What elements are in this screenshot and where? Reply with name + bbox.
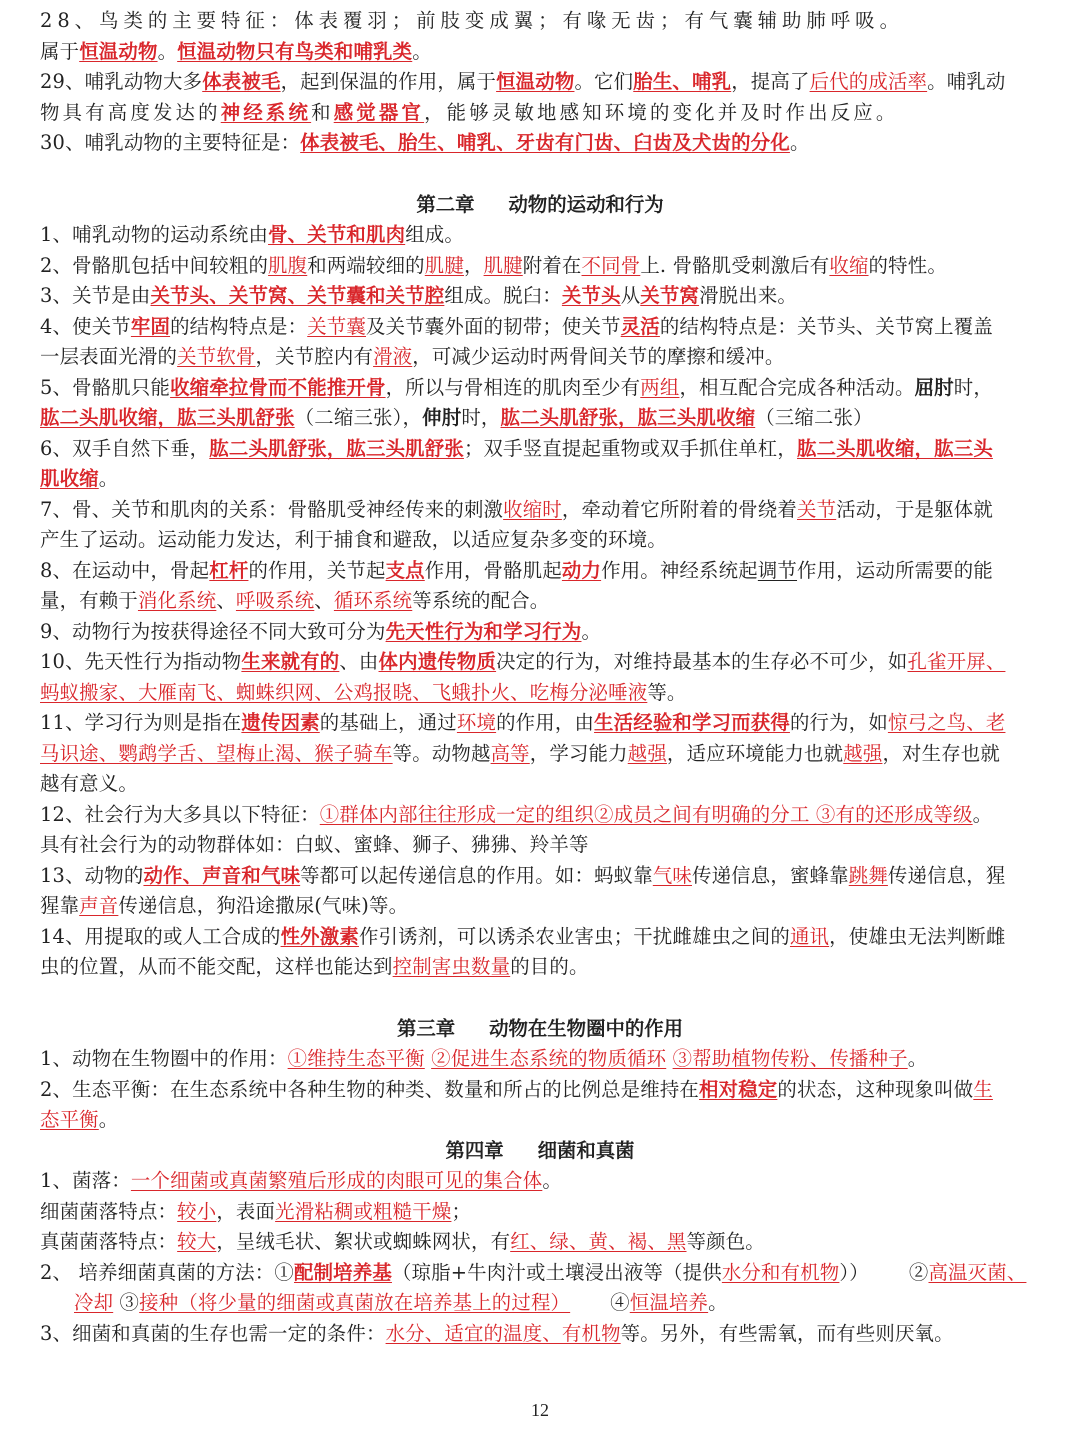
ch2-item-4-cont: 一层表面光滑的关节软骨，关节腔内有滑液，可减少运动时两骨间关节的摩擦和缓冲。: [40, 345, 785, 368]
ch2-item-13: 13、动物的动作、声音和气味等都可以起传递信息的作用。如：蚂蚁靠气味传递信息，蜜蜂靠跳舞传递信息，猩: [40, 863, 1006, 887]
ch2-item-5: 5、骨骼肌只能收缩牵拉骨而不能推开骨，所以与骨相连的肌肉至少有两组，相互配合完成各种活动。屈肘时，: [40, 375, 993, 399]
item-28-cont: 属于恒温动物。恒温动物只有鸟类和哺乳类。: [40, 39, 432, 63]
ch4-item-1: 1、菌落：一个细菌或真菌繁殖后形成的肉眼可见的集合体。: [40, 1169, 562, 1192]
ch2-item-12-cont: 具有社会行为的动物群体如：白蚁、蜜蜂、狮子、狒狒、羚羊等: [40, 833, 589, 856]
ch2-item-6-cont: 肌收缩。: [40, 467, 119, 490]
ch2-item-3: 3、关节是由关节头、关节窝、关节囊和关节腔组成。脱臼：关节头从关节窝滑脱出来。: [40, 284, 798, 307]
item-29-cont: 物具有高度发达的神经系统和感觉器官，能够灵敏地感知环境的变化并及时作出反应。: [40, 100, 899, 124]
chapter-2-heading: 第二章 动物的运动和行为: [416, 192, 664, 216]
ch4-item-3: 3、细菌和真菌的生存也需一定的条件：水分、适宜的温度、有机物等。另外，有些需氧，而有些则厌氧。: [40, 1321, 954, 1345]
ch2-item-14-cont: 虫的位置，从而不能交配，这样也能达到控制害虫数量的目的。: [40, 955, 589, 978]
ch4-item-2: 2、 培养细菌真菌的方法：①配制培养基（琼脂+牛肉汁或土壤浸出液等（提供水分和有机物）） ②高温灭菌、: [40, 1260, 1027, 1284]
chapter-4-heading: 第四章 细菌和真菌: [445, 1138, 635, 1162]
ch4-fungi-colony: 真菌菌落特点：较大，呈绒毛状、絮状或蜘蛛网状，有红、绿、黄、褐、黑等颜色。: [40, 1230, 765, 1253]
ch2-item-14: 14、用提取的或人工合成的性外激素作引诱剂，可以诱杀农业害虫；干扰雌雄虫之间的通讯，使雄虫无法判断雌: [40, 924, 1006, 948]
ch2-item-6: 6、双手自然下垂，肱二头肌舒张，肱三头肌舒张；双手竖直提起重物或双手抓住单杠，肱二头肌收缩，肱三头: [40, 436, 993, 460]
ch2-item-1: 1、哺乳动物的运动系统由骨、关节和肌肉组成。: [40, 223, 464, 246]
document-page: [40, 6, 1040, 1349]
ch2-item-8: 8、在运动中，骨起杠杆的作用，关节起支点作用，骨骼肌起动力作用。神经系统起调节作用，运动所需要的能: [40, 558, 993, 582]
ch2-item-12: 12、社会行为大多具以下特征：①群体内部往往形成一定的组织②成员之间有明确的分工 ③有的还形成等级。: [40, 802, 993, 826]
ch2-item-5-cont: 肱二头肌收缩，肱三头肌舒张（二缩三张），伸肘时，肱二头肌舒张，肱三头肌收缩（三缩二张）: [40, 406, 873, 429]
chapter-3-heading: 第三章 动物在生物圈中的作用: [396, 1016, 684, 1040]
ch2-item-7-cont: 产生了运动。运动能力发达，利于捕食和避敌，以适应复杂多变的环境。: [40, 528, 667, 551]
ch4-item-2-cont: 冷却 ③接种（将少量的细菌或真菌放在培养基上的过程） ④恒温培养。: [74, 1291, 728, 1314]
ch2-item-11-cont: 马识途、鹦鹉学舌、望梅止渴、猴子骑车等。动物越高等，学习能力越强，适应环境能力也就越强，对生存也就: [40, 741, 1000, 765]
ch3-item-2: 2、生态平衡：在生态系统中各种生物的种类、数量和所占的比例总是维持在相对稳定的状态，这种现象叫做生: [40, 1077, 993, 1101]
ch2-item-13-cont: 猩靠声音传递信息，狗沿途撒尿(气味)等。: [40, 894, 409, 917]
ch2-item-11-end: 越有意义。: [40, 772, 138, 795]
item-30: 30、哺乳动物的主要特征是：体表被毛、胎生、哺乳、牙齿有门齿、臼齿及犬齿的分化。: [40, 131, 810, 154]
ch2-item-11: 11、学习行为则是指在遗传因素的基础上，通过环境的作用，由生活经验和学习而获得的行为，如惊弓之鸟、老: [40, 711, 1006, 734]
ch2-item-4: 4、使关节牢固的结构特点是：关节囊及关节囊外面的韧带；使关节灵活的结构特点是：关节头、关节窝上覆盖: [40, 314, 993, 338]
ch2-item-10-cont: 蚂蚁搬家、大雁南飞、蜘蛛织网、公鸡报晓、飞蛾扑火、吃梅分泌唾液等。: [40, 680, 687, 704]
ch2-item-10: 10、先天性行为指动物生来就有的、由体内遗传物质决定的行为，对维持最基本的生存必不可少，如孔雀开屏、: [40, 650, 1006, 673]
ch3-item-1: 1、动物在生物圈中的作用：①维持生态平衡 ②促进生态系统的物质循环 ③帮助植物传粉、传播种子。: [40, 1047, 928, 1070]
item-28: 28、鸟类的主要特征：体表覆羽；前肢变成翼；有喙无齿；有气囊辅助肺呼吸。: [40, 9, 904, 32]
ch3-item-2-cont: 态平衡。: [40, 1108, 119, 1131]
ch2-item-9: 9、动物行为按获得途径不同大致可分为先天性行为和学习行为。: [40, 619, 602, 643]
item-29: 29、哺乳动物大多体表被毛，起到保温的作用，属于恒温动物。它们胎生、哺乳，提高了后代的成活率。哺乳动: [40, 70, 1006, 93]
ch4-bacteria-colony: 细菌菌落特点：较小，表面光滑粘稠或粗糙干燥；: [40, 1199, 472, 1223]
ch2-item-7: 7、骨、关节和肌肉的关系：骨骼肌受神经传来的刺激收缩时，牵动着它所附着的骨绕着关节活动，于是躯体就: [40, 497, 993, 521]
ch2-item-8-cont: 量，有赖于消化系统、呼吸系统、循环系统等系统的配合。: [40, 589, 550, 612]
ch2-item-2: 2、骨骼肌包括中间较粗的肌腹和两端较细的肌腱，肌腱附着在不同骨上. 骨骼肌受刺激后有收缩的特性。: [40, 253, 947, 277]
page-number: 12: [531, 1400, 549, 1420]
